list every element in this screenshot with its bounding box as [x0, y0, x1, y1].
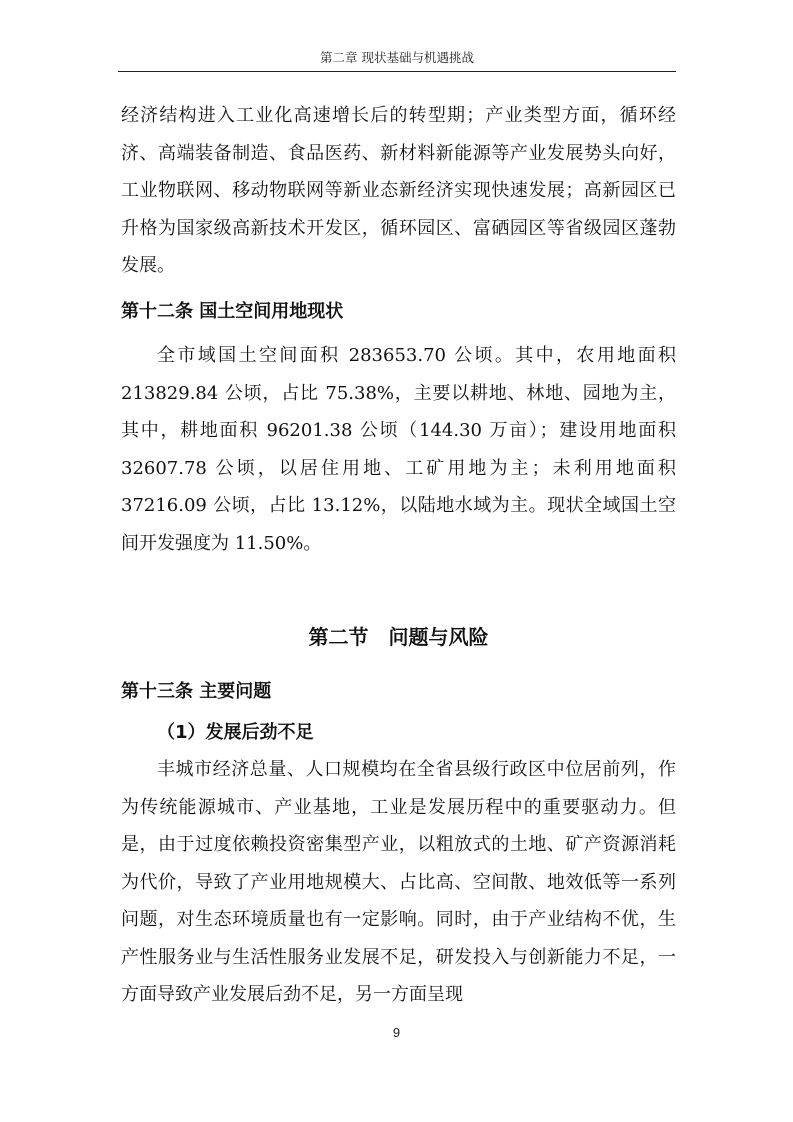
sub-1-paragraph: 丰城市经济总量、人口规模均在全省县级行政区中位居前列，作为传统能源城市、产业基地，工业是发展历程中的重要驱动力。但是，由于过度依赖投资密集型产业，以粗放式的土地、矿产资源消耗为代价，导致了产业用地规模大、占比高、空间散、地效低等一系列问题，对生态环境质量也有一定影响。同时，由于产业结构不优，生产性服务业与生活性服务业发展不足，研发投入与创新能力不足，一方面导致产业发展后劲不足，另一方面呈现 [121, 759, 676, 1005]
section-title: 第二节 问题与风险 [308, 625, 489, 649]
continued-paragraph: 经济结构进入工业化高速增长后的转型期；产业类型方面，循环经济、高端装备制造、食品医药、新材料新能源等产业发展势头向好，工业物联网、移动物联网等新业态新经济实现快速发展；高新园区已升格为国家级高新技术开发区，循环园区、富硒园区等省级园区蓬勃发展。 [121, 105, 676, 276]
article-12-paragraph: 全市域国土空间面积 283653.70 公顷。其中，农用地面积 213829.84 公顷，占比 75.38%，主要以耕地、林地、园地为主，其中，耕地面积 96201.38 公顷（144.30 万亩）；建设用地面积 32607.78 公顷，以居住用地、工矿用地为主；未利用地面积 37216.09 公顷，占比 13.12%，以陆地水域为主。现状全域国土空间开发强度为 11.50%。 [121, 345, 676, 554]
running-header: 第二章 现状基础与机遇挑战 [320, 50, 474, 65]
sub-heading-1: （1）发展后劲不足 [157, 721, 314, 743]
header-rule [118, 71, 676, 72]
article-13-heading: 第十三条 主要问题 [121, 681, 272, 702]
page-number: 9 [392, 1025, 401, 1040]
page-content [121, 97, 676, 1014]
article-12-heading: 第十二条 国土空间用地现状 [121, 300, 344, 322]
